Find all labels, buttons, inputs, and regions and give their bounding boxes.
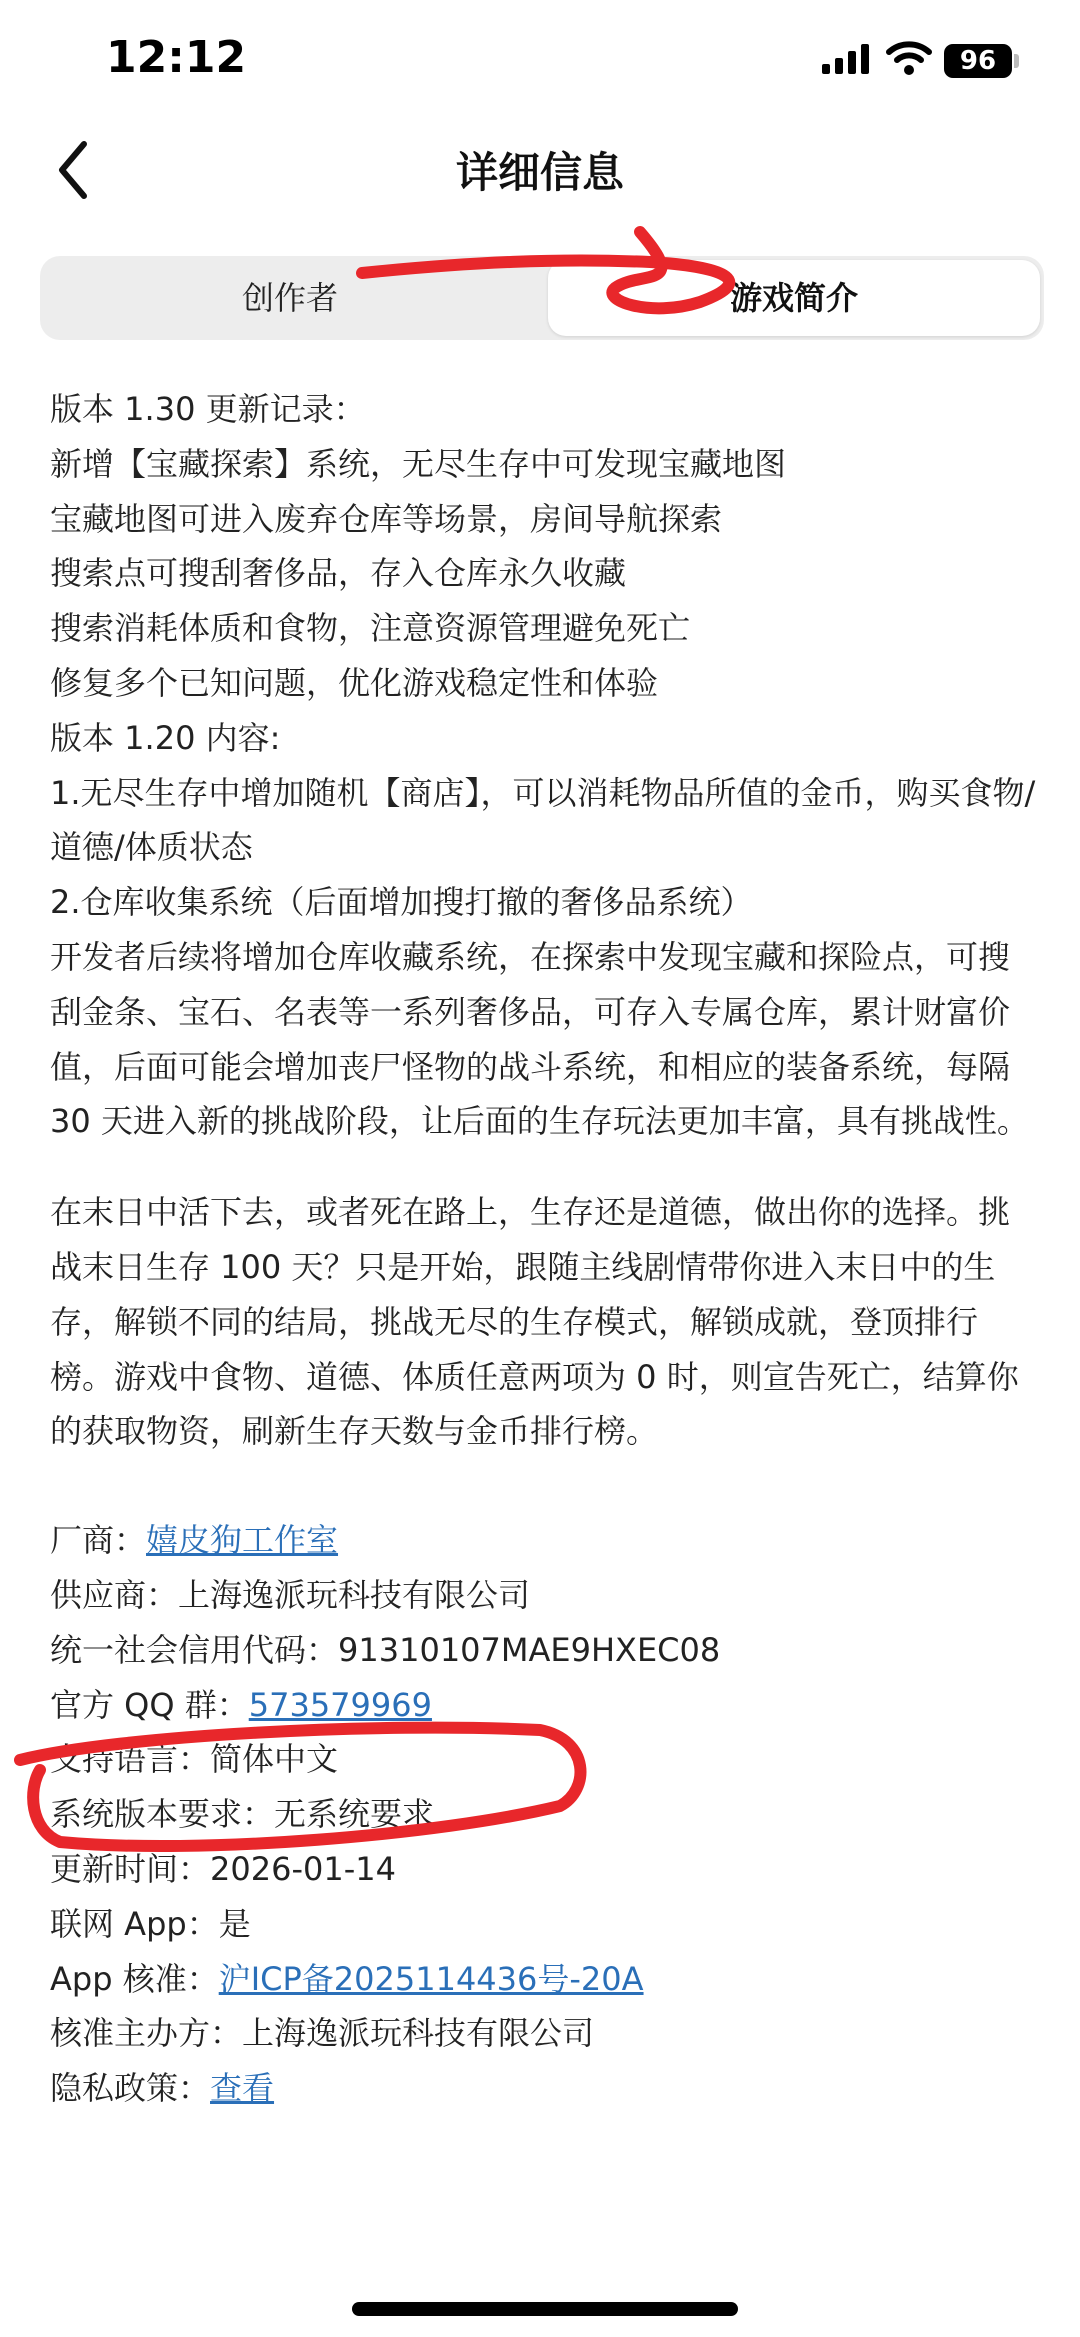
qq-label: 官方 QQ 群： xyxy=(50,1685,249,1724)
approver-label: 核准主办方： xyxy=(50,2014,243,2053)
spacer xyxy=(50,1459,1040,1513)
changelog-line: 2.仓库收集系统（后面增加搜打撤的奢侈品系统） xyxy=(50,883,753,922)
info-online xyxy=(50,1897,1040,1952)
changelog-line: 搜索点可搜刮奢侈品，存入仓库永久收藏 xyxy=(50,554,627,593)
info-supplier xyxy=(50,1568,1040,1623)
info-approver xyxy=(50,2006,1040,2061)
changelog-line: 宝藏地图可进入废弃仓库等场景，房间导航探索 xyxy=(50,499,723,538)
system-label: 系统版本要求： xyxy=(50,1795,275,1834)
intro-paragraph: 在末日中活下去，或者死在路上，生存还是道德，做出你的选择。挑战末日生存 100 天？只是开始，跟随主线剧情带你进入末日中的生存，解锁不同的结局，挑战无尽的生存模式，解锁成就，登顶排行榜。游戏中食物、道德、体质任意两项为 0 时，则宣告死亡，结算你的获取物资，刷新生存天数与金币排行榜。 xyxy=(50,1193,1019,1451)
icp-label: App 核准： xyxy=(50,1959,219,1998)
battery-tip xyxy=(1014,54,1019,68)
status-bar xyxy=(0,0,1080,120)
info-privacy xyxy=(50,2061,1040,2116)
signal-icon xyxy=(822,44,872,74)
approver-value: 上海逸派玩科技有限公司 xyxy=(242,2014,595,2053)
status-time: 12:12 xyxy=(106,32,247,83)
updated-label: 更新时间： xyxy=(50,1849,211,1888)
changelog-line: 1.无尽生存中增加随机【商店】，可以消耗物品所值的金币，购买食物/道德/体质状态 xyxy=(50,773,1036,867)
changelog-line: 版本 1.20 内容: xyxy=(50,718,281,757)
icp-link[interactable]: 沪ICP备2025114436号-20A xyxy=(218,1959,644,1998)
detail-content xyxy=(50,382,1040,2116)
online-value: 是 xyxy=(218,1904,251,1943)
changelog-line: 搜索消耗体质和食物，注意资源管理避免死亡 xyxy=(50,609,691,648)
developer-label: 厂商： xyxy=(50,1521,147,1560)
supplier-value: 上海逸派玩科技有限公司 xyxy=(178,1575,531,1614)
spacer xyxy=(50,1149,1040,1185)
changelog-paragraph: 开发者后续将增加仓库收藏系统，在探索中发现宝藏和探险点，可搜刮金条、宝石、名表等一系列奢侈品，可存入专属仓库，累计财富价值，后面可能会增加丧尸怪物的战斗系统，和相应的装备系统，每隔 30 天进入新的挑战阶段，让后面的生存玩法更加丰富，具有挑战性。 xyxy=(50,937,1029,1141)
language-label: 支持语言： xyxy=(50,1740,211,1779)
info-developer xyxy=(50,1513,1040,1568)
info-language xyxy=(50,1732,1040,1787)
system-value: 无系统要求 xyxy=(274,1795,435,1834)
info-qq-group xyxy=(50,1678,1040,1733)
battery-icon: 96 xyxy=(944,44,1012,78)
tab-game-intro[interactable]: 游戏简介 xyxy=(548,260,1040,336)
privacy-label: 隐私政策： xyxy=(50,2069,211,2108)
online-label: 联网 App： xyxy=(50,1904,219,1943)
nav-bar xyxy=(0,120,1080,220)
page-title: 详细信息 xyxy=(455,148,624,197)
info-system xyxy=(50,1787,1040,1842)
qq-group-link[interactable]: 573579969 xyxy=(248,1685,432,1724)
changelog-line: 版本 1.30 更新记录： xyxy=(50,390,366,428)
changelog-line: 修复多个已知问题，优化游戏稳定性和体验 xyxy=(50,663,659,702)
updated-value: 2026-01-14 xyxy=(210,1849,396,1888)
wifi-icon xyxy=(886,40,932,76)
supplier-label: 供应商： xyxy=(50,1575,179,1614)
info-updated xyxy=(50,1842,1040,1897)
home-indicator[interactable] xyxy=(352,2302,738,2316)
credit-code-label: 统一社会信用代码： xyxy=(50,1630,339,1669)
developer-link[interactable]: 嬉皮狗工作室 xyxy=(146,1521,339,1560)
credit-code-value: 91310107MAE9HXEC08 xyxy=(338,1630,721,1669)
language-value: 简体中文 xyxy=(210,1740,339,1779)
privacy-link[interactable]: 查看 xyxy=(210,2069,275,2108)
tab-creator[interactable]: 创作者 xyxy=(241,279,338,317)
info-credit-code xyxy=(50,1623,1040,1678)
segmented-control xyxy=(40,256,1044,340)
changelog-line: 新增【宝藏探索】系统，无尽生存中可发现宝藏地图 xyxy=(50,444,787,483)
info-icp xyxy=(50,1952,1040,2007)
